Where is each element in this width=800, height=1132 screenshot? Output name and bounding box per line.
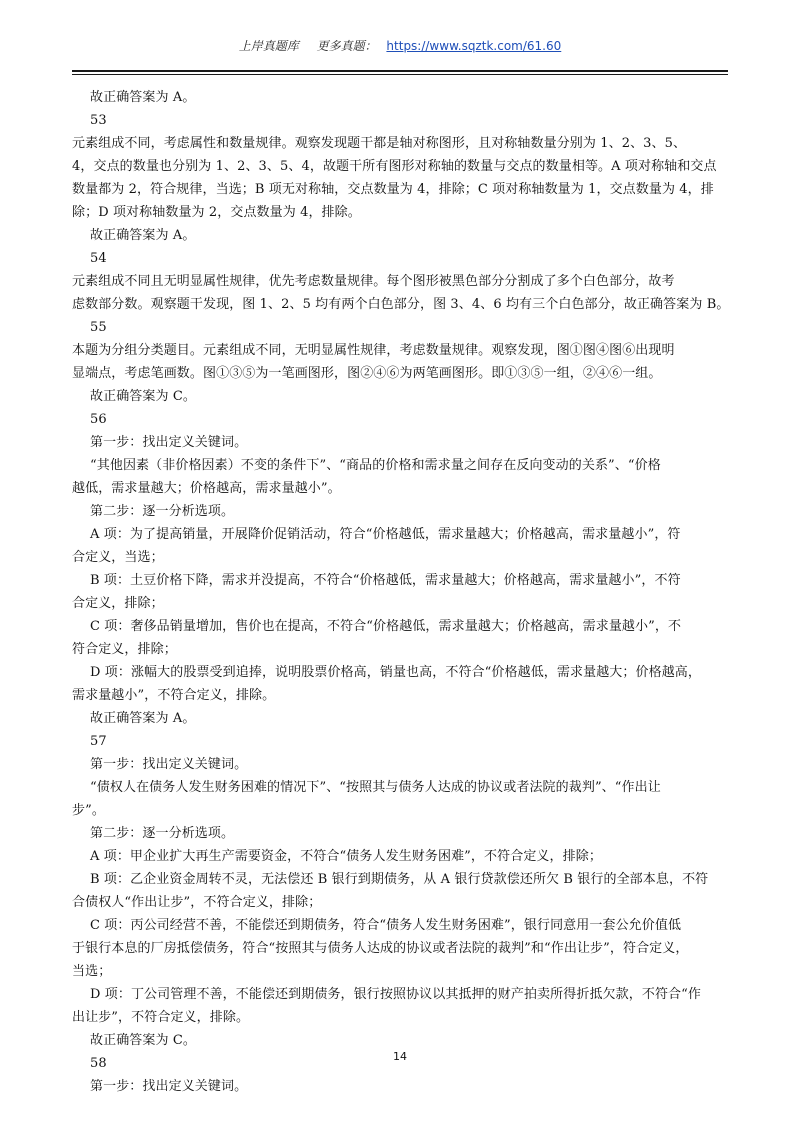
question-number: 57	[90, 734, 107, 749]
answer-explanations	[72, 86, 742, 1098]
text-line: C 项：奢侈品销量增加，售价也在提高，不符合“价格越低，需求量越大；价格越高，需求量越小”，不	[90, 619, 682, 634]
site-name: 上岸真题库	[238, 39, 299, 53]
text-line: “债权人在债务人发生财务困难的情况下”、“按照其与债务人达成的协议或者法院的裁判”、“作出让	[90, 780, 661, 795]
text-line: 故正确答案为 C。	[90, 389, 196, 404]
text-line: 合定义，排除；	[72, 596, 164, 611]
text-line: 第一步：找出定义关键词。	[90, 757, 248, 772]
header-rule	[72, 70, 728, 72]
text-line: 4，交点的数量也分别为 1、2、3、5、4，故题干所有图形对称轴的数量与交点的数量相等。A 项对称轴和交点	[72, 159, 717, 174]
text-line: “其他因素（非价格因素）不变的条件下”、“商品的价格和需求量之间存在反向变动的关系”、“价格	[90, 458, 661, 473]
text-line: 除；D 项对称轴数量为 2，交点数量为 4，排除。	[72, 205, 361, 220]
text-line: 出让步”，不符合定义，排除。	[72, 1010, 250, 1025]
text-line: 越低，需求量越大；价格越高，需求量越小”。	[72, 481, 341, 496]
page-number: 14	[393, 1050, 407, 1063]
text-line: 第二步：逐一分析选项。	[90, 504, 235, 519]
text-line: D 项：涨幅大的股票受到追捧，说明股票价格高，销量也高，不符合“价格越低，需求量越大；价格越高，	[90, 665, 702, 680]
question-number: 54	[90, 251, 107, 266]
text-line: 于银行本息的厂房抵偿债务，符合“按照其与债务人达成的协议或者法院的裁判”和“作出让步”，符合定义，	[72, 941, 689, 956]
text-line: A 项：为了提高销量，开展降价促销活动，符合“价格越低，需求量越大；价格越高，需求量越小”，符	[90, 527, 681, 542]
text-line: 第二步：逐一分析选项。	[90, 826, 235, 841]
text-line: 合定义，当选；	[72, 550, 164, 565]
text-line: 步”。	[72, 803, 105, 818]
text-line: 故正确答案为 A。	[90, 711, 196, 726]
text-line: 数量都为 2，符合规律，当选；B 项无对称轴，交点数量为 4，排除；C 项对称轴数量为 1，交点数量为 4，排	[72, 182, 714, 197]
text-line: 故正确答案为 C。	[90, 1033, 196, 1048]
text-line: B 项：土豆价格下降，需求并没提高，不符合“价格越低，需求量越大；价格越高，需求量越小”，不符	[90, 573, 681, 588]
text-line: 合债权人“作出让步”，不符合定义，排除；	[72, 895, 322, 910]
text-line: 故正确答案为 A。	[90, 228, 196, 243]
question-number: 58	[90, 1056, 107, 1071]
question-number: 55	[90, 320, 107, 335]
text-line: 元素组成不同，考虑属性和数量规律。观察发现题干都是轴对称图形，且对称轴数量分别为 1、2、3、5、	[72, 136, 687, 151]
text-line: 元素组成不同且无明显属性规律，优先考虑数量规律。每个图形被黑色部分分割成了多个白色部分，故考	[72, 274, 675, 289]
header-link[interactable]: https://www.sqztk.com/61.60	[386, 39, 562, 53]
text-line: 符合定义，排除；	[72, 642, 177, 657]
more-label: 更多真题：	[316, 39, 377, 53]
text-line: 需求量越小”，不符合定义，排除。	[72, 688, 276, 703]
text-line: D 项：丁公司管理不善，不能偿还到期债务，银行按照协议以其抵押的财产拍卖所得折抵欠款，不符合“作	[90, 987, 702, 1002]
text-line: 本题为分组分类题目。元素组成不同，无明显属性规律，考虑数量规律。观察发现，图①图④图⑥出现明	[72, 343, 675, 358]
text-line: 显端点，考虑笔画数。图①③⑤为一笔画图形，图②④⑥为两笔画图形。即①③⑤一组，②④⑥一组。	[72, 366, 662, 381]
text-line: B 项：乙企业资金周转不灵，无法偿还 B 银行到期债务，从 A 银行贷款偿还所欠 B 银行的全部本息，不符	[90, 872, 709, 887]
text-line: 第一步：找出定义关键词。	[90, 1079, 248, 1094]
text-line: 故正确答案为 A。	[90, 90, 196, 105]
text-line: A 项：甲企业扩大再生产需要资金，不符合“债务人发生财务困难”，不符合定义，排除；	[90, 849, 602, 864]
question-number: 56	[90, 412, 107, 427]
text-line: 当选；	[72, 964, 112, 979]
text-line: C 项：丙公司经营不善，不能偿还到期债务，符合“债务人发生财务困难”，银行同意用一套公允价值低	[90, 918, 682, 933]
text-line: 虑数部分数。观察题干发现，图 1、2、5 均有两个白色部分，图 3、4、6 均有三个白色部分，故正确答案为 B。	[72, 297, 730, 312]
header-rule-thin	[72, 74, 728, 75]
page-header	[72, 38, 728, 70]
question-number: 53	[90, 113, 107, 128]
text-line: 第一步：找出定义关键词。	[90, 435, 248, 450]
